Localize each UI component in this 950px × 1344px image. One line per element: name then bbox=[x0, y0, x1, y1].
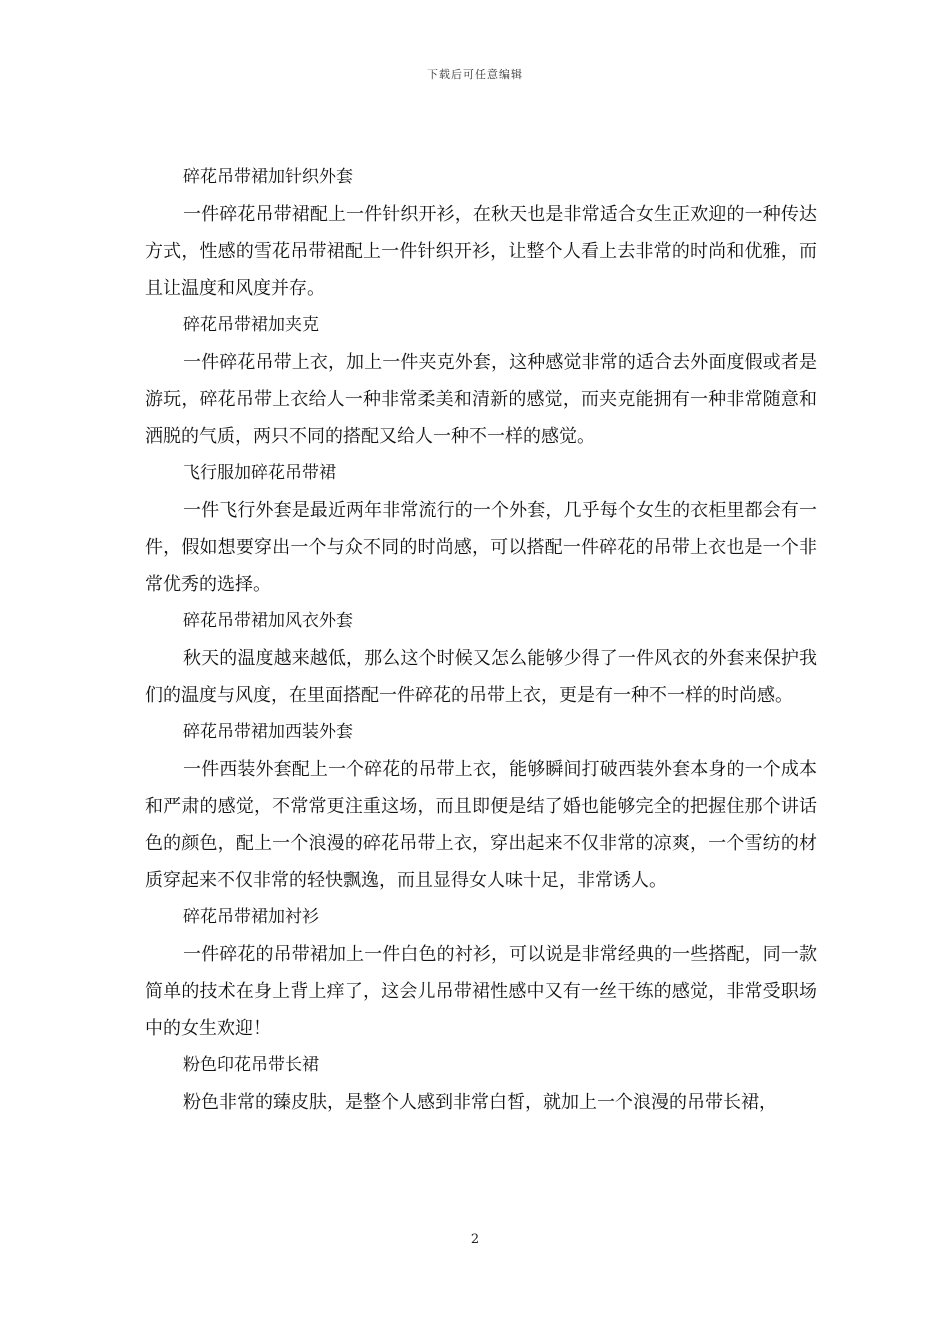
section-heading: 飞行服加碎花吊带裙 bbox=[183, 463, 336, 483]
section-heading: 粉色印花吊带长裙 bbox=[183, 1055, 319, 1075]
section-heading: 碎花吊带裙加西装外套 bbox=[183, 722, 353, 742]
document-body bbox=[145, 159, 817, 1121]
section-paragraph: 一件飞行外套是最近两年非常流行的一个外套，几乎每个女生的衣柜里都会有一件，假如想要穿出一个与众不同的时尚感，可以搭配一件碎花的吊带上衣也是一个非常优秀的选择。 bbox=[145, 500, 817, 595]
section-heading: 碎花吊带裙加衬衫 bbox=[183, 907, 319, 927]
section-paragraph: 秋天的温度越来越低，那么这个时候又怎么能够少得了一件风衣的外套来保护我们的温度与风度，在里面搭配一件碎花的吊带上衣，更是有一种不一样的时尚感。 bbox=[145, 648, 817, 706]
section-heading: 碎花吊带裙加风衣外套 bbox=[183, 611, 353, 631]
section-heading: 碎花吊带裙加针织外套 bbox=[183, 167, 353, 187]
section-paragraph: 粉色非常的臻皮肤，是整个人感到非常白皙，就加上一个浪漫的吊带长裙， bbox=[183, 1092, 777, 1113]
page-number: 2 bbox=[470, 1232, 480, 1247]
section-paragraph: 一件碎花吊带上衣，加上一件夹克外套，这种感觉非常的适合去外面度假或者是游玩，碎花吊带上衣给人一种非常柔美和清新的感觉，而夹克能拥有一种非常随意和洒脱的气质，两只不同的搭配又给人一种不一样的感觉。 bbox=[145, 352, 817, 447]
section-paragraph: 一件碎花的吊带裙加上一件白色的衬衫，可以说是非常经典的一些搭配，同一款简单的技术在身上背上痒了，这会儿吊带裙性感中又有一丝干练的感觉，非常受职场中的女生欢迎！ bbox=[145, 944, 817, 1039]
section-paragraph: 一件西装外套配上一个碎花的吊带上衣，能够瞬间打破西装外套本身的一个成本和严肃的感觉，不常常更注重这场，而且即便是结了婚也能够完全的把握住那个讲话色的颜色，配上一个浪漫的碎花吊带上衣，穿出起来不仅非常的凉爽，一个雪纺的材质穿起来不仅非常的轻快飘逸，而且显得女人味十足，非常诱人。 bbox=[145, 759, 817, 891]
page-header-note: 下载后可任意编辑 bbox=[427, 68, 523, 81]
section-paragraph: 一件碎花吊带裙配上一件针织开衫，在秋天也是非常适合女生正欢迎的一种传达方式，性感的雪花吊带裙配上一件针织开衫，让整个人看上去非常的时尚和优雅，而且让温度和风度并存。 bbox=[145, 204, 817, 299]
section-heading: 碎花吊带裙加夹克 bbox=[183, 315, 319, 335]
